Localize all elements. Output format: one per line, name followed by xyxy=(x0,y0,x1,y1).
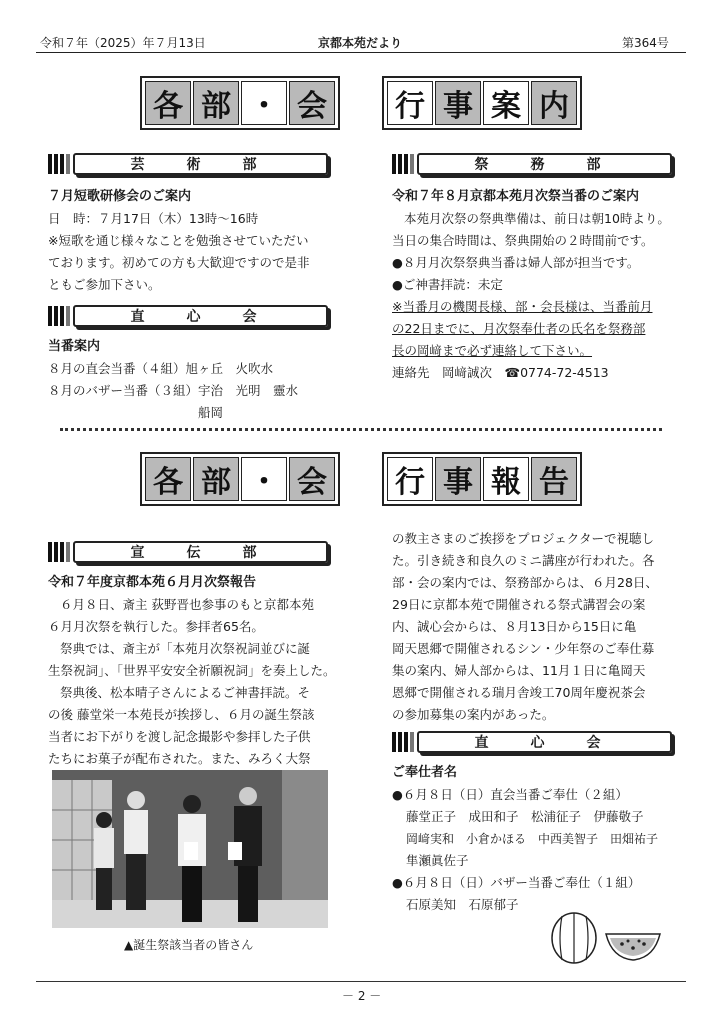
text-line: 長の岡﨑まで必ず連絡して下さい。 xyxy=(392,343,593,358)
banner-kakubu-kai xyxy=(140,76,340,130)
text-line: の教主さまのご挨拶をプロジェクターで視聴し xyxy=(392,531,655,546)
text-line: 集の案内、婦人部からは、11月１日に亀岡天 xyxy=(392,663,646,678)
text-line: 部・会の案内では、祭務部からは、６月28日、 xyxy=(392,575,658,590)
banner-char: 事 xyxy=(435,81,481,125)
banner-char: 案 xyxy=(483,81,529,125)
text-line: 当日の集合時間は、祭典開始の２時間前です。 xyxy=(392,233,654,248)
text-line: 祭典では、斎主が「本苑月次祭祝詞並びに誕 xyxy=(60,641,311,656)
article-title: 令和７年度京都本苑６月月次祭報告 xyxy=(48,575,257,590)
senden-body xyxy=(48,572,338,770)
issue-date: 令和７年（2025）年７月13日 xyxy=(40,36,206,50)
section-title: 宣 伝 部 xyxy=(73,541,328,563)
geijutsu-body xyxy=(48,186,333,296)
text-line: 内、誠心会からは、８月13日から15日に亀 xyxy=(392,619,637,634)
section-title: 直 心 会 xyxy=(417,731,672,753)
section-header-jikishin-2 xyxy=(392,730,672,754)
footer-rule xyxy=(36,981,686,982)
senden-continued xyxy=(392,528,682,726)
text-line: ●８月月次祭祭典当番は婦人部が担当です。 xyxy=(392,255,640,270)
banner-char: ・ xyxy=(241,457,287,501)
jikishin1-body xyxy=(48,336,333,424)
text-line: ております。初めての方も大歓迎ですので是非 xyxy=(48,255,310,270)
text-line: の22日までに、月次祭奉仕者の氏名を祭務部 xyxy=(392,321,646,336)
section-header-saimu xyxy=(392,152,672,176)
text-line: 本苑月次祭の祭典準備は、前日は朝10時より。 xyxy=(404,211,670,226)
section-header-geijutsu xyxy=(48,152,328,176)
article-title: ご奉仕者名 xyxy=(392,765,458,780)
text-line: 祭典後、松本晴子さんによるご神書拝読。そ xyxy=(60,685,311,700)
page-number: － 2 － xyxy=(342,989,382,1003)
text-line: の参加募集の案内があった。 xyxy=(392,707,555,722)
article-title: 令和７年８月京都本苑月次祭当番のご案内 xyxy=(392,189,640,204)
bars-icon xyxy=(48,542,70,562)
banner-gyoji-hokoku xyxy=(382,452,582,506)
text-line: ●６月８日（日）バザー当番ご奉仕（１組） xyxy=(392,875,641,890)
banner-char: 事 xyxy=(435,457,481,501)
bars-icon xyxy=(392,154,414,174)
text-line: 藤堂正子 成田和子 松浦征子 伊藤敬子 xyxy=(406,809,644,824)
photo-caption: ▲誕生祭該当者の皆さん xyxy=(124,938,254,952)
banner-gyoji-annai xyxy=(382,76,582,130)
text-line: たちにお菓子が配布された。また、みろく大祭 xyxy=(48,751,311,766)
text-line: ６月８日、斎主 荻野晋也参事のもと京都本苑 xyxy=(60,597,314,612)
banner-char: 会 xyxy=(289,457,335,501)
article-title: 当番案内 xyxy=(48,339,101,354)
text-line: の後 藤堂栄一本苑長が挨拶し、６月の誕生祭該 xyxy=(48,707,315,722)
text-line: 日 時：７月17日（木）13時～16時 xyxy=(48,211,259,226)
dotted-divider xyxy=(60,428,662,431)
text-line: ６月月次祭を執行した。参拝者65名。 xyxy=(48,619,264,634)
section-header-senden xyxy=(48,540,328,564)
text-line: 岡﨑実和 小倉かほる 中西美智子 田畑祐子 xyxy=(406,832,659,846)
section-title: 芸 術 部 xyxy=(73,153,328,175)
bars-icon xyxy=(392,732,414,752)
section-title: 直 心 会 xyxy=(73,305,328,327)
banner-char: 行 xyxy=(387,457,433,501)
banner-char: 部 xyxy=(193,81,239,125)
text-line: ※当番月の機関長様、部・会長様は、当番前月 xyxy=(392,299,653,314)
text-line: 隼瀬眞佐子 xyxy=(406,853,469,868)
issue-number: 第364号 xyxy=(622,36,669,50)
section-header-jikishin xyxy=(48,304,328,328)
text-line: 船岡 xyxy=(198,405,224,420)
banner-char: 報 xyxy=(483,457,529,501)
text-line: ８月の直会当番（４組）旭ヶ丘 火吹水 xyxy=(48,361,274,376)
article-title: ７月短歌研修会のご案内 xyxy=(48,189,192,204)
banner-char: 各 xyxy=(145,81,191,125)
bars-icon xyxy=(48,306,70,326)
banner-char: ・ xyxy=(241,81,287,125)
text-line: 生祭祝詞」、「世界平安安全祈願祝詞」を奏上した。 xyxy=(48,663,336,678)
photo-illustration xyxy=(52,770,328,928)
banner-char: 告 xyxy=(531,457,577,501)
newsletter-title: 京都本苑だより xyxy=(318,36,403,50)
text-line: 29日に京都本苑で開催される祭式講習会の案 xyxy=(392,597,646,612)
banner-char: 各 xyxy=(145,457,191,501)
section-title: 祭 務 部 xyxy=(417,153,672,175)
text-line: ●ご神書拝読：未定 xyxy=(392,277,503,292)
text-line: 当者にお下がりを渡し記念撮影や参拝した子供 xyxy=(48,729,311,744)
saimu-body xyxy=(392,186,682,384)
text-line: ８月のバザー当番（３組）宇治 光明 靈水 xyxy=(48,383,299,398)
text-line: 恩郷で開催される瑞月舎竣工70周年慶祝茶会 xyxy=(392,685,646,700)
event-photo xyxy=(52,770,328,928)
text-line: た。引き続き和良久のミニ講座が行われた。各 xyxy=(392,553,655,568)
watermelon-icon xyxy=(548,908,662,966)
banner-char: 内 xyxy=(531,81,577,125)
bars-icon xyxy=(48,154,70,174)
text-line: 石原美知 石原郁子 xyxy=(406,897,519,912)
banner-char: 行 xyxy=(387,81,433,125)
banner-kakubu-kai-2 xyxy=(140,452,340,506)
text-line: ※短歌を通じ様々なことを勉強させていただい xyxy=(48,233,309,248)
header-rule xyxy=(36,52,686,53)
contact-line: 連絡先 岡﨑誠次 ☎0774-72-4513 xyxy=(392,365,609,380)
text-line: 岡天恩郷で開催されるシン・少年祭のご奉仕募 xyxy=(392,641,655,656)
text-line: ●６月８日（日）直会当番ご奉仕（２組） xyxy=(392,787,628,802)
banner-char: 会 xyxy=(289,81,335,125)
text-line: ともご参加下さい。 xyxy=(48,277,161,292)
banner-char: 部 xyxy=(193,457,239,501)
jikishin2-body xyxy=(392,762,682,916)
